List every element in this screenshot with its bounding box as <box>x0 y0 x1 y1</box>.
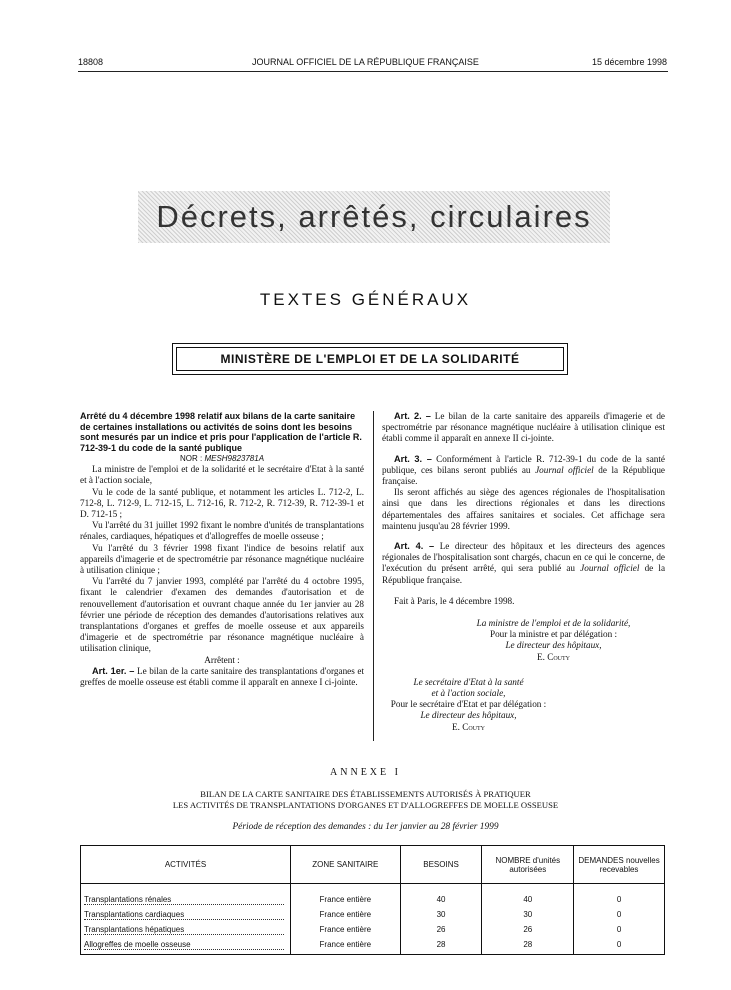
arretent: Arrêtent : <box>204 654 240 665</box>
annexe-subtitle <box>0 789 731 810</box>
cell-besoins: 28 <box>400 937 482 955</box>
ministry-box <box>172 343 568 375</box>
article-4-text-a: Le directeur des hôpitaux et les directeurs des agences régionales de l'hospitalisation sont chargés, chacun en ce qui le concerne, de l'exécution du présent arrêté, qui sera publié au <box>382 541 665 574</box>
annexe-table <box>80 845 665 955</box>
activite-label: Allogreffes de moelle osseuse <box>84 940 284 950</box>
cell-activite <box>81 884 291 908</box>
visa-3: Vu l'arrêté du 3 février 1998 fixant l'indice de besoins relatif aux appareils d'imagerie et de spectrométrie par résonance magnétique nucléaire à utilisation clinique ; <box>80 542 364 576</box>
activite-label: Transplantations rénales <box>84 895 284 905</box>
article-1 <box>80 666 364 688</box>
article-2-label: Art. 2. – <box>394 411 431 421</box>
activite-label: Transplantations cardiaques <box>84 910 284 920</box>
article-4 <box>382 541 665 586</box>
cell-besoins: 26 <box>400 922 482 937</box>
article-3-text-a: Conformément à l'article R. 712-39-1 du code de la santé publique, ces bilans seront publiés au <box>382 453 666 475</box>
nor-reference <box>80 453 364 464</box>
article-2-text: Le bilan de la carte sanitaire des appareils d'imagerie et de spectrométrie par résonance magnétique nucléaire à utilisation clinique est établi comme il apparaît en annexe II ci-jointe. <box>382 411 666 444</box>
signature-2-name: E. Couty <box>452 721 485 732</box>
header-rule <box>78 71 668 72</box>
article-1-label: Art. 1er. – <box>92 665 135 676</box>
cell-nombre: 26 <box>482 922 574 937</box>
article-3-jo: Journal officiel <box>535 464 594 475</box>
signature-1-title: La ministre de l'emploi et de la solidarité, <box>476 618 631 629</box>
right-column <box>382 411 665 733</box>
signature-2-delegation: Pour le secrétaire d'Etat et par délégation : <box>390 699 547 710</box>
cell-activite <box>81 907 291 922</box>
article-2 <box>382 411 665 445</box>
header-activites: ACTIVITÉS <box>81 846 291 884</box>
reception-period: Période de réception des demandes : du 1er janvier au 28 février 1999 <box>232 822 499 832</box>
cell-activite <box>81 937 291 955</box>
column-divider <box>373 411 374 741</box>
article-4-text-b: de la République française. <box>382 563 666 585</box>
issue-date: 15 décembre 1998 <box>591 57 667 67</box>
article-1-text: Le bilan de la carte sanitaire des transplantations d'organes et greffes de moelle osseuse est établi comme il apparaît en annexe I ci-jointe. <box>80 665 364 688</box>
nor-label: NOR : <box>179 454 203 463</box>
signature-2-function: Le directeur des hôpitaux, <box>420 710 517 721</box>
table-row <box>81 884 665 908</box>
journal-title: JOURNAL OFFICIEL DE LA RÉPUBLIQUE FRANÇAISE <box>252 57 479 67</box>
cell-activite <box>81 922 291 937</box>
cell-demandes: 0 <box>574 884 665 908</box>
signature-block-2 <box>382 677 555 733</box>
cell-nombre: 28 <box>482 937 574 955</box>
article-4-jo: Journal officiel <box>580 563 640 574</box>
header-zone: ZONE SANITAIRE <box>290 846 400 884</box>
header-nombre: NOMBRE d'unités autorisées <box>482 846 574 884</box>
activite-label: Transplantations hépatiques <box>84 925 284 935</box>
visa-4: Vu l'arrêté du 7 janvier 1993, complété par l'arrêté du 4 octobre 1995, fixant le calendrier d'examen des demandes d'autorisation et de renouvellement d'autorisation et ouvrant chaque année du 1er janvier au 28 février une période de réception des demandes d'autorisations relatives aux transplantations d'organes et greffes de moelle osseuse et aux appareils d'imagerie et de spectrométrie par résonance magnétique nucléaire à utilisation clinique, <box>80 576 364 654</box>
signature-place-date: Fait à Paris, le 4 décembre 1998. <box>394 595 515 606</box>
annexe-subtitle-line-1: BILAN DE LA CARTE SANITAIRE DES ÉTABLISSEMENTS AUTORISÉS À PRATIQUER <box>200 789 531 799</box>
table-header-row <box>81 846 665 884</box>
nor-value: MESH9823781A <box>204 454 265 463</box>
cell-zone: France entière <box>290 922 400 937</box>
signature-1-function: Le directeur des hôpitaux, <box>505 640 602 651</box>
cell-demandes: 0 <box>574 922 665 937</box>
table-row <box>81 922 665 937</box>
cell-nombre: 30 <box>482 907 574 922</box>
preamble: La ministre de l'emploi et de la solidarité et le secrétaire d'Etat à la santé et à l'action sociale, <box>80 464 364 486</box>
decree-title: Arrêté du 4 décembre 1998 relatif aux bilans de la carte sanitaire de certaines installations ou activités de soins dont les besoins sont mesurés par un indice et pris pour l'application de l'article R. 712-39-1 du code de la santé publique <box>80 411 362 453</box>
cell-besoins: 40 <box>400 884 482 908</box>
cell-zone: France entière <box>290 907 400 922</box>
table-row <box>81 937 665 955</box>
header-besoins: BESOINS <box>400 846 482 884</box>
annexe-subtitle-line-2: LES ACTIVITÉS DE TRANSPLANTATIONS D'ORGANES ET D'ALLOGREFFES DE MOELLE OSSEUSE <box>172 799 559 810</box>
header-demandes: DEMANDES nouvelles recevables <box>574 846 665 884</box>
section-title: TEXTES GÉNÉRAUX <box>259 290 472 309</box>
article-3-text-b: de la République française. <box>382 464 665 487</box>
visa-1: Vu le code de la santé publique, et notamment les articles L. 712-2, L. 712-8, L. 712-9, L. 712-15, L. 712-16, R. 712-2, R. 712-39, R. 712-39-1 et D. 712-15 ; <box>80 486 364 520</box>
left-column <box>80 411 364 688</box>
signature-1-delegation: Pour la ministre et par délégation : <box>489 629 618 640</box>
page-number: 18808 <box>78 57 104 67</box>
signature-2-title-b: et à l'action sociale, <box>431 688 506 699</box>
cell-zone: France entière <box>290 884 400 908</box>
article-3-label: Art. 3. – <box>394 453 432 464</box>
cell-nombre: 40 <box>482 884 574 908</box>
visa-2: Vu l'arrêté du 31 juillet 1992 fixant le nombre d'unités de transplantations rénales, cardiaques, hépatiques et d'allogreffes de moelle osseuse ; <box>80 520 364 542</box>
article-3-paragraph-2: Ils seront affichés au siège des agences régionales de l'hospitalisation ainsi que dans les directions régionales et dans les directions départementales des affaires sanitaires et sociales. Cet affichage sera maintenu jusqu'au 28 février 1999. <box>382 487 665 531</box>
article-4-label: Art. 4. – <box>394 541 435 552</box>
cell-demandes: 0 <box>574 937 665 955</box>
signature-1-name: E. Couty <box>537 651 570 662</box>
signature-block-1 <box>442 618 665 663</box>
table-row <box>81 907 665 922</box>
annexe-title: ANNEXE I <box>330 767 401 778</box>
article-3 <box>382 454 665 488</box>
cell-besoins: 30 <box>400 907 482 922</box>
banner-title: Décrets, arrêtés, circulaires <box>156 199 592 234</box>
ministry-name: MINISTÈRE DE L'EMPLOI ET DE LA SOLIDARITÉ <box>176 347 564 371</box>
cell-zone: France entière <box>290 937 400 955</box>
cell-demandes: 0 <box>574 907 665 922</box>
signature-2-title-a: Le secrétaire d'Etat à la santé <box>413 676 524 687</box>
